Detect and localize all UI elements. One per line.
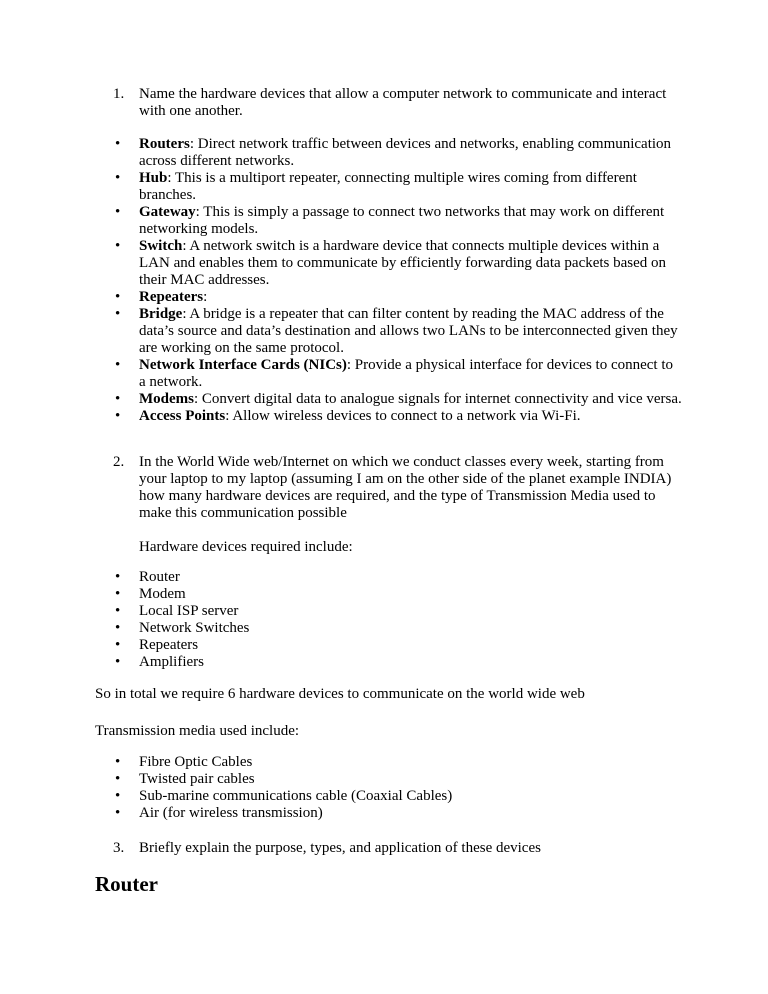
device-desc: : A bridge is a repeater that can filter content by reading the MAC address of the data’s source and data’s destination and allows two LANs to be interconnected given they are working on the same protocol. <box>139 306 678 356</box>
section-heading: Router <box>95 872 158 896</box>
list-item: • Modems: Convert digital data to analogue signals for internet connectivity and vice versa. <box>115 391 682 407</box>
device-desc: : Convert digital data to analogue signals for internet connectivity and vice versa. <box>194 391 682 407</box>
list-item: • Gateway: This is simply a passage to connect two networks that may work on different networking models. <box>115 204 665 237</box>
list-item: • Twisted pair cables <box>115 771 255 787</box>
list-item: • Repeaters: <box>115 289 208 305</box>
device-desc: : Provide a physical interface for devices to connect to a network. <box>139 357 674 390</box>
question-3 <box>113 840 673 857</box>
device-term: Hub <box>139 170 168 186</box>
question-1-number: 1. <box>113 86 125 102</box>
list-item: • Modem <box>115 586 186 602</box>
device-term: Modems <box>139 391 194 407</box>
list-item: • Network Interface Cards (NICs): Provide a physical interface for devices to connect to a network. <box>115 357 674 390</box>
device-desc: : Allow wireless devices to connect to a network via Wi-Fi. <box>225 408 581 424</box>
device-desc: : A network switch is a hardware device that connects multiple devices within a LAN and enables them to communicate by efficiently forwarding data packets based on their MAC addresses. <box>139 238 667 288</box>
list-item: • Bridge: A bridge is a repeater that can filter content by reading the MAC address of the data’s source and data’s destination and allows two LANs to be interconnected given they are working on the same protocol. <box>115 306 678 356</box>
device-desc: : This is simply a passage to connect two networks that may work on different networking models. <box>139 204 665 237</box>
list-item: • Amplifiers <box>115 654 204 670</box>
device-term: Repeaters <box>139 289 204 305</box>
device-desc: : This is a multiport repeater, connecting multiple wires coming from different branches. <box>139 170 637 203</box>
media-intro: Transmission media used include: <box>95 723 300 739</box>
list-item: • Network Switches <box>115 620 250 636</box>
question-1 <box>113 86 673 120</box>
total-text: So in total we require 6 hardware devices to communicate on the world wide web <box>95 686 585 702</box>
list-item: • Local ISP server <box>115 603 239 619</box>
list-item: • Air (for wireless transmission) <box>115 805 323 821</box>
question-3-text: Briefly explain the purpose, types, and application of these devices <box>139 840 541 856</box>
devices-list <box>113 136 683 425</box>
list-item: • Repeaters <box>115 637 199 653</box>
list-item: • Access Points: Allow wireless devices to connect to a network via Wi-Fi. <box>115 408 581 424</box>
list-item: • Router <box>115 569 180 585</box>
device-term: Routers <box>139 136 190 152</box>
question-3-number: 3. <box>113 840 125 856</box>
device-desc: : Direct network traffic between devices and networks, enabling communication across different networks. <box>139 136 672 169</box>
question-2-text: In the World Wide web/Internet on which we conduct classes every week, starting from your laptop to my laptop (assuming I am on the other side of the planet example INDIA) how many hardware devices are required, and the type of Transmission Media used to make this communication possible <box>139 454 672 521</box>
device-term: Gateway <box>139 204 196 220</box>
media-list <box>113 754 683 822</box>
hardware-intro: Hardware devices required include: <box>139 539 353 555</box>
question-2 <box>113 454 673 522</box>
question-2-number: 2. <box>113 454 125 470</box>
device-term: Network Interface Cards (NICs) <box>139 357 347 373</box>
hardware-list <box>113 569 683 671</box>
list-item: • Hub: This is a multiport repeater, connecting multiple wires coming from different branches. <box>115 170 637 203</box>
device-term: Bridge <box>139 306 183 322</box>
device-term: Switch <box>139 238 183 254</box>
list-item: • Sub-marine communications cable (Coaxial Cables) <box>115 788 453 804</box>
list-item: • Switch: A network switch is a hardware device that connects multiple devices within a LAN and enables them to communicate by efficiently forwarding data packets based on their MAC addresses. <box>115 238 667 288</box>
list-item: • Routers: Direct network traffic between devices and networks, enabling communication across different networks. <box>115 136 672 169</box>
question-1-text: Name the hardware devices that allow a computer network to communicate and interact with one another. <box>139 86 667 119</box>
device-desc: : <box>203 289 208 305</box>
device-term: Access Points <box>139 408 226 424</box>
list-item: • Fibre Optic Cables <box>115 754 253 770</box>
